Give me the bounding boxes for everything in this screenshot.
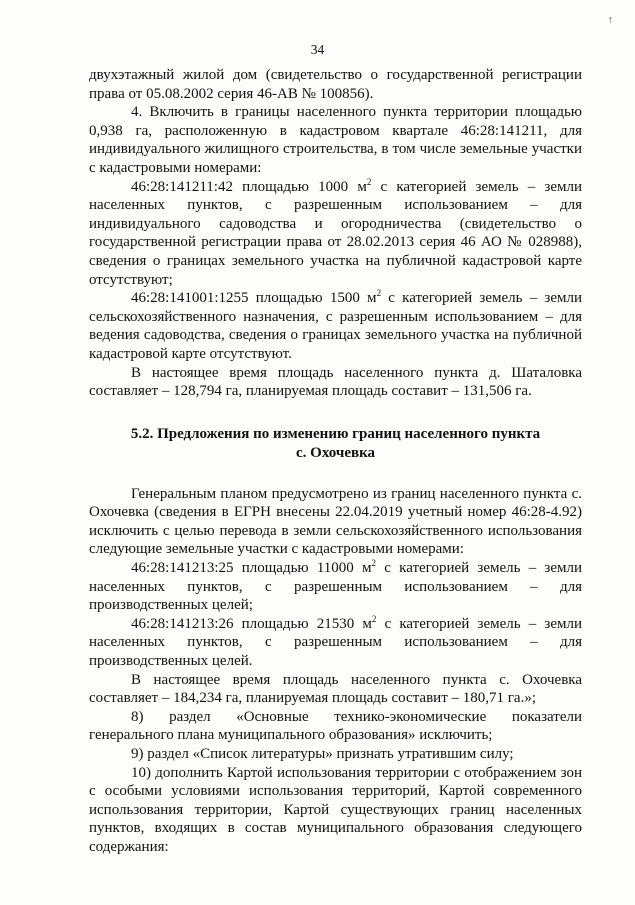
- paragraph-item-8: 8) раздел «Основные технико-экономические показатели генерального плана муниципального образования» исключить;: [89, 708, 582, 744]
- paragraph-continuation: двухэтажный жилой дом (свидетельство о государственной регистрации права от 05.08.2002 серия 46-АВ № 100856).: [89, 67, 582, 102]
- paragraph-shatalovka-area: В настоящее время площадь населенного пункта д. Шаталовка составляет – 128,794 га, планируемая площадь составит – 131,506 га.: [89, 364, 582, 400]
- page-number: 34: [310, 42, 325, 57]
- corner-mark: ↑: [607, 14, 613, 26]
- section-heading-line-1: 5.2. Предложения по изменению границ населенного пункта: [130, 425, 541, 442]
- section-heading: [89, 425, 582, 463]
- parcel-141213-26: 46:28:141213:26 площадью 21530 $м^2$ с категорией земель – земли населенных пунктов, с разрешенным использованием – для производственных целей.: [89, 613, 582, 670]
- paragraph-item-9: 9) раздел «Список литературы» признать утратившим силу;: [131, 746, 514, 762]
- paragraph-item-4: 4. Включить в границы населенного пункта территории площадью 0,938 га, расположенную в кадастровом квартале 46:28:141211, для индивидуального жилищного строительства, в том числе земельные участки с кадастровыми номерами:: [89, 104, 582, 176]
- parcel-141211-42: 46:28:141211:42 площадью 1000 $м^2$ с категорией земель – земли населенных пунктов, с разрешенным использованием – для индивидуального садоводства и огородничества (свидетельство о государственной регистрации права от 28.02.2013 серия 46 АО № 028988), сведения о границах земельного участка на публичной кадастровой карте отсутствуют;: [89, 176, 583, 288]
- paragraph-okhochevka-area: В настоящее время площадь населенного пункта с. Охочевка составляет – 184,234 га, планируемая площадь составит – 180,71 га.»;: [89, 671, 582, 707]
- document-body: [89, 66, 582, 857]
- paragraph-general-plan: Генеральным планом предусмотрено из границ населенного пункта с. Охочевка (сведения в ЕГРН внесены 22.04.2019 учетный номер 46:28-4.92) исключить с целью перевода в земли сельскохозяйственного использования следующие земельные участки с кадастровыми номерами:: [89, 485, 582, 558]
- paragraph-item-10: 10) дополнить Картой использования территории с отображением зон с особыми условиями использования территорий, Картой современного использования территории, Картой существующих границ населенных пунктов, входящих в состав муниципального образования следующего содержания:: [89, 764, 582, 855]
- parcel-141001-1255: 46:28:141001:1255 площадью 1500 $м^2$ с категорией земель – земли сельскохозяйственного назначения, с разрешенным использованием – для ведения садоводства, сведения о границах земельного участка на публичной кадастровой карте отсутствуют.: [89, 288, 582, 362]
- section-heading-line-2: с. Охочевка: [296, 444, 375, 461]
- parcel-141213-25: 46:28:141213:25 площадью 11000 $м^2$ с категорией земель – земли населенных пунктов, с разрешенным использованием – для производственных целей;: [89, 558, 583, 614]
